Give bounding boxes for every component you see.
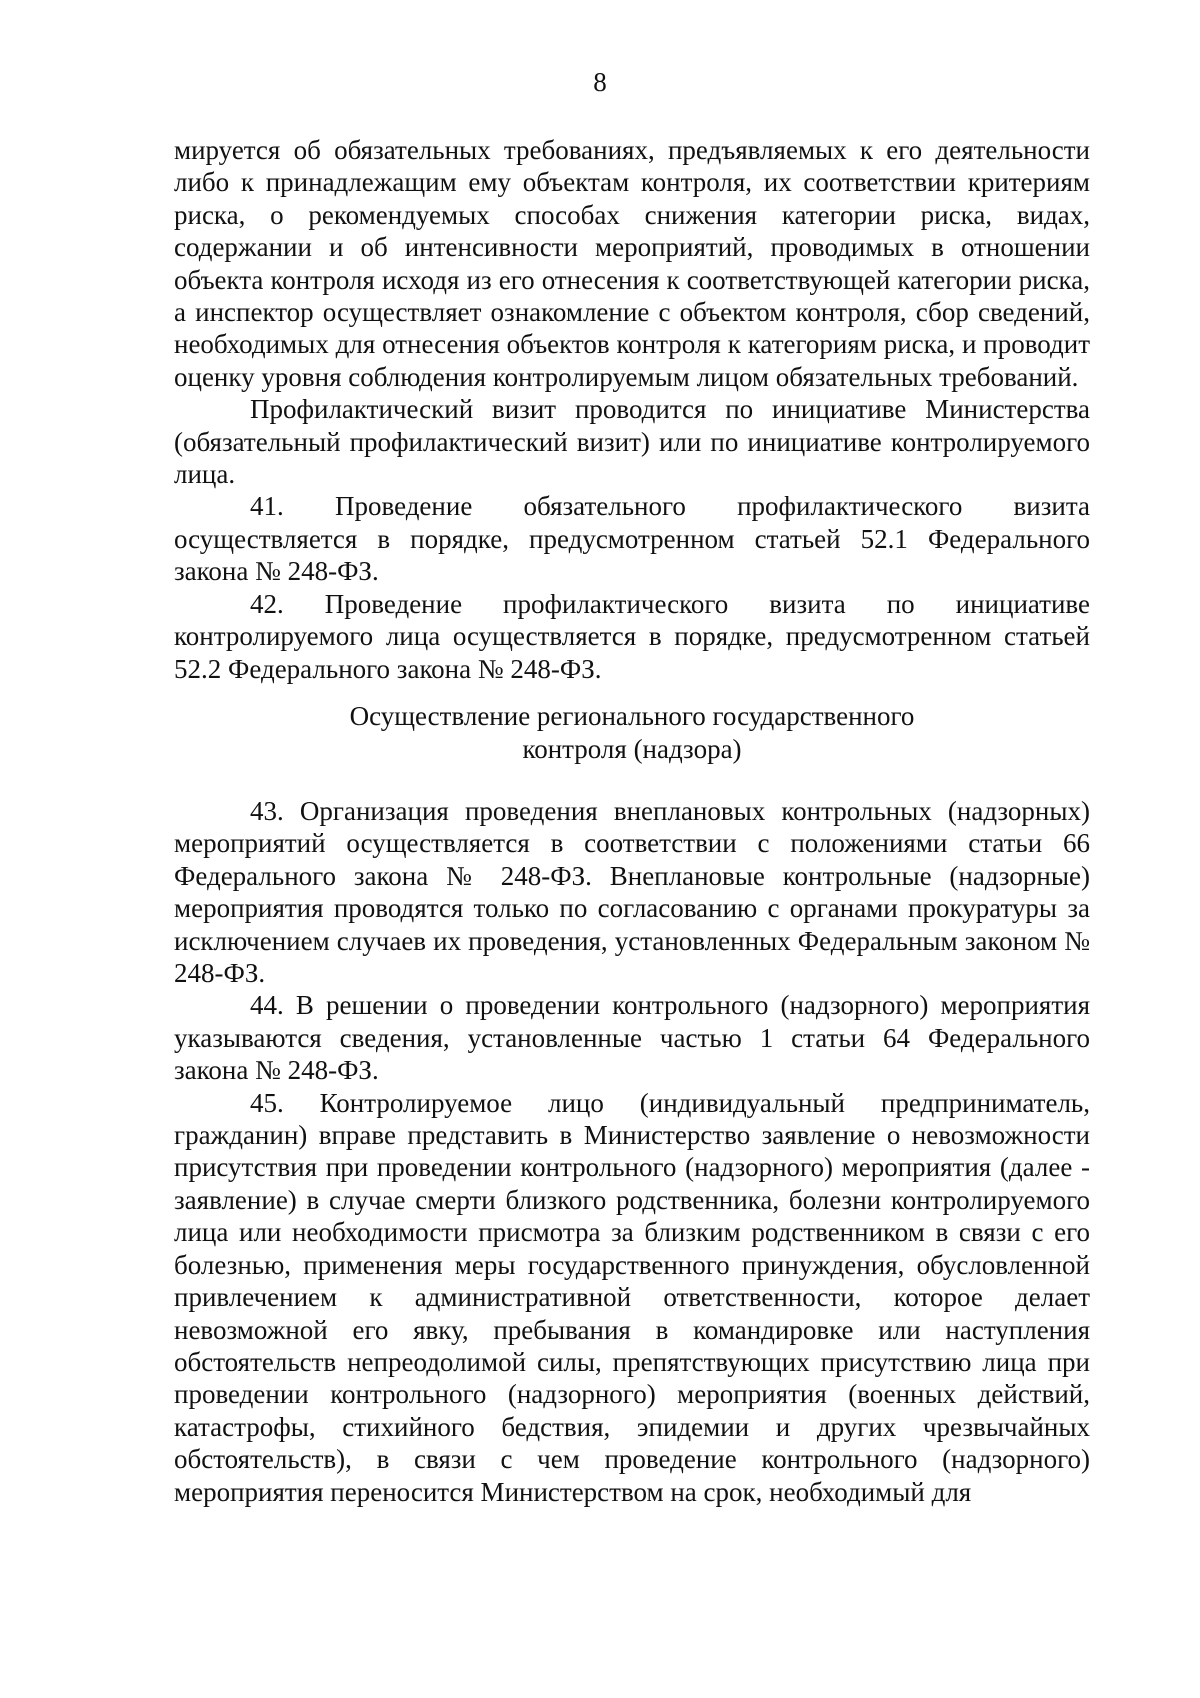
paragraph-45: 45. Контролируемое лицо (индивидуальный предприниматель, гражданин) вправе представить в Министерство заявление о невозможности присутствия при проведении контрольного (надзорного) мероприятия (далее - заявление) в случае смерти близкого родственника, болезни контролируемого лица или необходимости присмотра за близким родственником в связи с его болезнью, применения меры государственного принуждения, обусловленной привлечением к административной ответственности, которое делает невозможной его явку, пребывания в командировке или наступления обстоятельств непреодолимой силы, препятствующих присутствию лица при проведении контрольного (надзорного) мероприятия (военных действий, катастрофы, стихийного бедствия, эпидемии и других чрезвычайных обстоятельств), в связи с чем проведение контрольного (надзорного) мероприятия переносится Министерством на срок, необходимый для	[174, 1087, 1090, 1507]
paragraph-continuation: мируется об обязательных требованиях, предъявляемых к его деятельности либо к принадлежащим ему объектам контроля, их соответствии критериям риска, о рекомендуемых способах снижения категории риска, видах, содержании и об интенсивности мероприятий, проводимых в отношении объекта контроля исходя из его отнесения к соответствующей категории риска, а инспектор осуществляет ознакомление с объектом контроля, сбор сведений, необходимых для отнесения объектов контроля к категориям риска, и проводит оценку уровня соблюдения контролируемым лицом обязательных требований.	[174, 135, 1090, 392]
paragraph-44: 44. В решении о проведении контрольного (надзорного) мероприятия указываются сведения, установленные частью 1 статьи 64 Федерального закона № 248-ФЗ.	[174, 990, 1090, 1086]
bottom-text-block	[174, 795, 1090, 1508]
section-heading-line-2: контроля (надзора)	[522, 734, 742, 764]
paragraph-41: 41. Проведение обязательного профилактического визита осуществляется в порядке, предусмотренном статьей 52.1 Федерального закона № 248-ФЗ.	[174, 491, 1090, 587]
section-heading-line-1: Осуществление регионального государственного	[349, 701, 915, 731]
paragraph-42: 42. Проведение профилактического визита по инициативе контролируемого лица осуществляется в порядке, предусмотренном статьей 52.2 Федерального закона № 248-ФЗ.	[174, 588, 1090, 684]
paragraph-43: 43. Организация проведения внеплановых контрольных (надзорных) мероприятий осуществляется в соответствии с положениями статьи 66 Федерального закона № 248-ФЗ. Внеплановые контрольные (надзорные) мероприятия проводятся только по согласованию с органами прокуратуры за исключением случаев их проведения, установленных Федеральным законом № 248-ФЗ.	[174, 796, 1090, 989]
top-text-block	[174, 134, 1090, 685]
section-heading	[174, 700, 1090, 766]
page-number: 8	[593, 67, 607, 97]
paragraph-preventive-visit: Профилактический визит проводится по инициативе Министерства (обязательный профилактический визит) или по инициативе контролируемого лица.	[174, 394, 1090, 490]
